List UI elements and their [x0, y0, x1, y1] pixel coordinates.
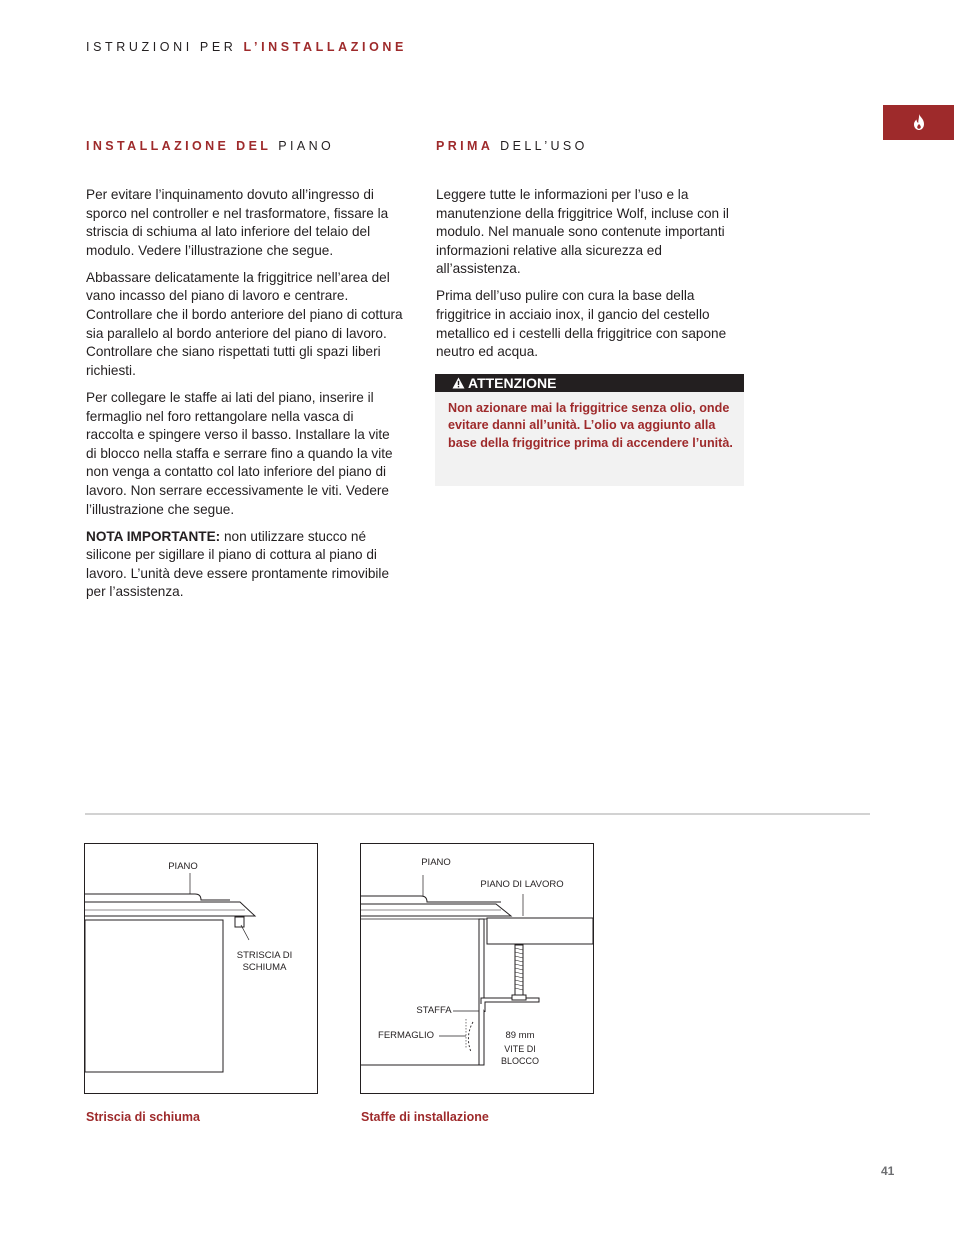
note-label: NOTA IMPORTANTE: [86, 528, 221, 544]
label-piano: PIANO [421, 857, 451, 868]
section-tab [883, 105, 954, 140]
note-paragraph [86, 528, 404, 602]
paragraph: Prima dell’uso pulire con cura la base della friggitrice in acciaio inox, il gancio del cestello metallico ed i cestelli della friggitrice con sapone neutro ed acqua. [436, 288, 727, 360]
label-fermaglio: FERMAGLIO [378, 1030, 434, 1041]
page-number: 41 [881, 1164, 895, 1178]
label-89-mm: 89 mm [505, 1030, 535, 1041]
paragraph: Abbassare delicatamente la friggitrice nell’area del vano incasso del piano di lavoro e centrare. Controllare che il bordo anteriore del piano di cottura sia parallelo al bordo anteriore del piano di lavoro. Controllare che siano rispettati tutti gli spazi liberi richiesti. [86, 269, 403, 378]
section1-body [86, 186, 404, 610]
paragraph: Leggere tutte le informazioni per l’uso e la manutenzione della friggitrice Wolf, incluse con il modulo. Nel manuale sono contenute importanti informazioni relative alla sicurezza ed all’assistenza. [436, 187, 729, 277]
warning-triangle-icon [452, 377, 465, 389]
note-text: non utilizzare stucco né silicone per sigillare il piano di cottura al piano di lavoro. L’unità deve essere prontamente rimovibile per l’assistenza. [86, 528, 390, 600]
divider [85, 813, 870, 815]
header-emphasis: L’INSTALLAZIONE [243, 40, 407, 54]
label-staffa: STAFFA [416, 1005, 452, 1016]
warning-label: ATTENZIONE [468, 375, 557, 391]
section2-body [436, 186, 748, 370]
paragraph: Per evitare l’inquinamento dovuto all’ingresso di sporco nel controller e nel trasformatore, fissare la striscia di schiuma al lato inferiore del telaio del modulo. Vedere l’illustrazione che segue. [86, 187, 389, 258]
paragraph: Per collegare le staffe ai lati del piano, inserire il fermaglio nel foro rettangolare nella vasca di raccolta e spingere verso il basso. Installare la vite di blocco nella staffa e serrare fino a quando la vite non venga a contatto col lato inferiore del piano di lavoro. Non serrare eccessivamente le viti. Vedere l’illustrazione che segue. [86, 389, 393, 517]
section1-title-emph: INSTALLAZIONE DEL [86, 139, 272, 153]
section2-title-rest: DELL’USO [493, 139, 588, 153]
header-prefix: ISTRUZIONI PER [86, 40, 244, 54]
section-title-prima [436, 139, 588, 153]
page-header [86, 40, 407, 54]
section1-title-rest: PIANO [271, 139, 335, 153]
figure-foam-strip [84, 843, 318, 1094]
warning-text: Non azionare mai la friggitrice senza olio, onde evitare danni all’unità. L’olio va aggiunto alla base della friggitrice prima di accendere l’unità. [448, 401, 733, 450]
label-piano-di-lavoro: PIANO DI LAVORO [480, 879, 564, 890]
figure-brackets [360, 843, 594, 1094]
label-piano: PIANO [168, 861, 198, 872]
warning-box [435, 392, 744, 486]
figure1-caption: Striscia di schiuma [86, 1110, 200, 1124]
label-vite-di-blocco: VITE DI BLOCCO [500, 1044, 539, 1066]
flame-icon [913, 114, 925, 130]
label-striscia-di-schiuma: STRISCIA DI SCHIUMA [236, 950, 293, 973]
figure2-caption: Staffe di installazione [361, 1110, 489, 1124]
section2-title-emph: PRIMA [436, 139, 494, 153]
section-title-installazione [86, 139, 334, 153]
warning-header [435, 374, 744, 392]
